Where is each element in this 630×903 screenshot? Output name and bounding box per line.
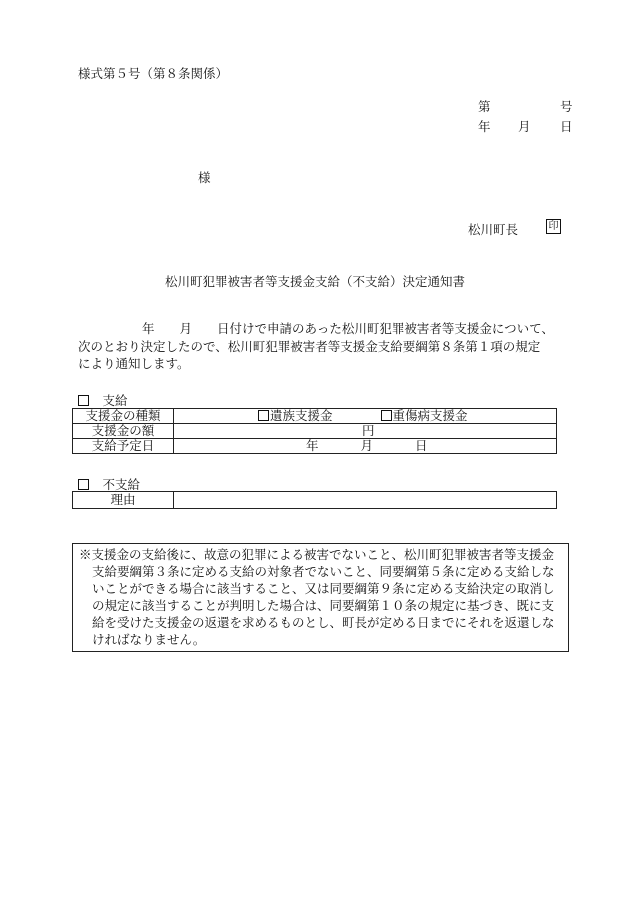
sender-name: 松川町長 bbox=[468, 222, 519, 237]
scheduled-year: 年 bbox=[306, 438, 319, 453]
addressee-honorific: 様 bbox=[198, 170, 211, 185]
payment-table bbox=[72, 408, 557, 454]
document-title: 松川町犯罪被害者等支援金支給（不支給）決定通知書 bbox=[164, 274, 465, 289]
payment-section-label bbox=[78, 391, 128, 409]
body-text bbox=[78, 320, 560, 373]
table-row bbox=[73, 492, 557, 509]
scheduled-date-label: 支給予定日 bbox=[73, 439, 174, 454]
table-row bbox=[73, 439, 557, 454]
support-amount-field[interactable] bbox=[174, 424, 557, 439]
reason-label: 理由 bbox=[73, 492, 174, 509]
issue-day: 日 bbox=[560, 119, 573, 134]
form-number: 様式第５号（第８条関係） bbox=[78, 66, 229, 81]
seal-mark: 印 bbox=[546, 219, 561, 234]
refund-notice: ※支援金の支給後に、故意の犯罪による被害でないこと、松川町犯罪被害者等支援金支給要綱第３条に定める支給の対象者でないこと、同要綱第５条に定める支給しないことができる場合に該当すること、又は同要綱第９条に定める支給決定の取消しの規定に該当することが判明した場合は、同要綱第１０条の規定に基づき、既に支給を受けた支援金の返還を求めるものとし、町長が定める日までにそれを返還しなければなりません。 bbox=[72, 543, 569, 652]
injury-support-option[interactable] bbox=[381, 409, 468, 423]
non-payment-table bbox=[72, 491, 557, 509]
scheduled-day: 日 bbox=[415, 438, 428, 453]
body-line-1: 年 月 日付けで申請のあった松川町犯罪被害者等支援金について、 bbox=[142, 321, 554, 336]
issue-month: 月 bbox=[518, 119, 531, 134]
number-prefix: 第 bbox=[478, 99, 491, 114]
scheduled-date-field[interactable] bbox=[174, 439, 557, 454]
injury-label: 重傷病支援金 bbox=[392, 408, 468, 423]
scheduled-month: 月 bbox=[360, 438, 374, 453]
payment-section-text: 支給 bbox=[102, 393, 128, 408]
body-line-2: 次のとおり決定したので、松川町犯罪被害者等支援金支給要綱第８条第１項の規定 bbox=[78, 338, 541, 354]
bereaved-support-option[interactable] bbox=[258, 409, 333, 423]
reason-field[interactable] bbox=[174, 492, 557, 509]
body-line-3: により通知します。 bbox=[78, 356, 190, 371]
table-row bbox=[73, 424, 557, 439]
issue-year: 年 bbox=[478, 119, 491, 134]
amount-unit: 円 bbox=[362, 423, 375, 438]
payment-checkbox[interactable] bbox=[78, 395, 89, 406]
support-amount-label: 支援金の額 bbox=[73, 424, 174, 439]
injury-checkbox[interactable] bbox=[381, 410, 392, 421]
support-type-options bbox=[174, 409, 557, 424]
number-suffix: 号 bbox=[560, 99, 573, 114]
bereaved-label: 遺族支援金 bbox=[270, 408, 333, 423]
non-payment-checkbox[interactable] bbox=[78, 479, 89, 490]
bereaved-checkbox[interactable] bbox=[258, 410, 269, 421]
support-type-label: 支援金の種類 bbox=[73, 409, 174, 424]
table-row bbox=[73, 409, 557, 424]
non-payment-section-text: 不支給 bbox=[102, 477, 141, 492]
